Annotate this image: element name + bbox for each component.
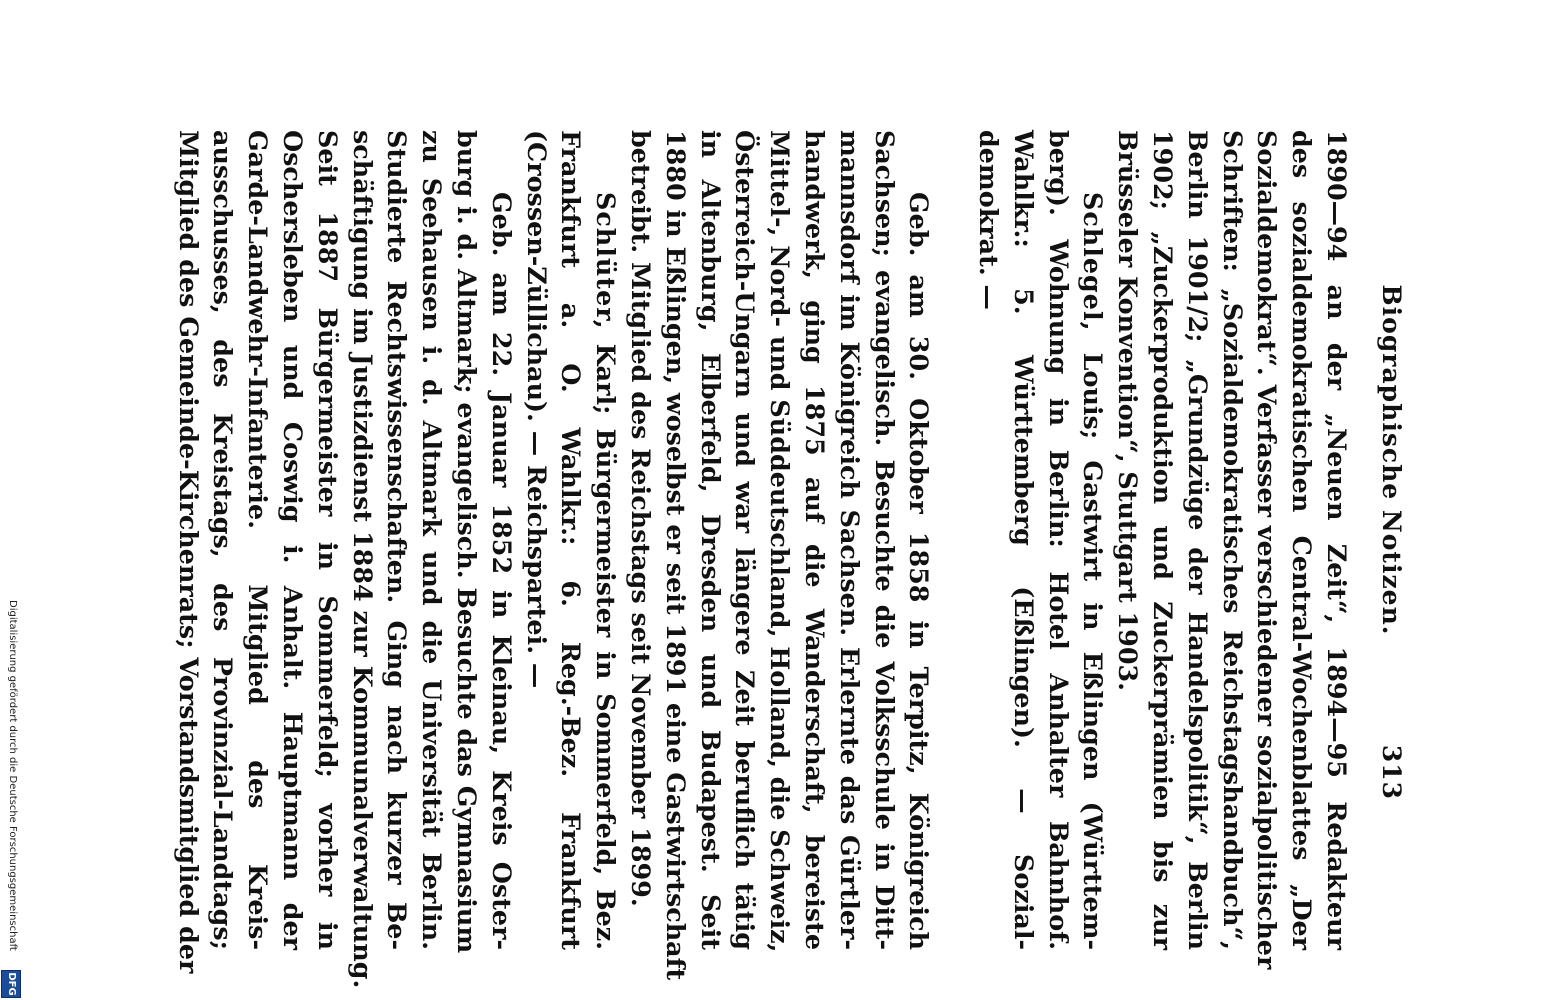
text-line: [310, 130, 345, 950]
text-line: [1110, 130, 1145, 950]
text-line: [414, 130, 449, 950]
entry-name: Schlüter,: [591, 192, 622, 330]
line-text: Sozialdemokrat“. Verfasser verschiedener sozialpolitischer: [1252, 130, 1283, 970]
line-text: burg i. d. Altmark; evangelisch. Besuchte das Gymnasium: [452, 130, 483, 954]
line-text: Louis; Gastwirt in Eßlingen (Württem-: [1078, 331, 1109, 950]
line-text: Berlin 1901/2; „Grundzüge der Handelspolitik“, Berlin: [1182, 130, 1213, 950]
page-footer: [0, 0, 22, 1000]
line-text: mannsdorf im Königreich Sachsen. Erlernte das Gürtler-: [834, 130, 865, 950]
line-text: Oschersleben und Coswig i. Anhalt. Hauptmann der: [278, 130, 309, 950]
page-number: 313: [1377, 744, 1406, 800]
line-text: Garde-Landwehr-Infanterie. Mitglied des Kreis-: [243, 130, 274, 950]
line-text: Sachsen; evangelisch. Besuchte die Volksschule in Ditt-: [869, 130, 900, 950]
line-text: Österreich-Ungarn und war längere Zeit beruflich tätig: [730, 130, 761, 950]
line-text: Karl; Bürgermeister in Sommerfeld, Bez.: [591, 329, 622, 950]
line-text: Wahlkr.: 5. Württemberg (Eßlingen). — Sozial-: [1008, 130, 1039, 950]
entry-name: Schlegel,: [1078, 192, 1109, 332]
line-text: Brüsseler Konvention“, Stuttgart 1903.: [1113, 130, 1144, 692]
dfg-logo: DFG: [1, 970, 21, 998]
text-line: [345, 130, 380, 989]
text-line: [241, 130, 276, 950]
text-line: [484, 130, 519, 950]
text-line: [275, 130, 310, 950]
line-text: betreibt. Mitglied des Reichstags seit November 1899.: [626, 130, 657, 907]
line-text: demokrat. —: [974, 130, 1005, 310]
line-text: 1890—94 an der „Neuen Zeit“, 1894—95 Redakteur: [1322, 130, 1352, 950]
text-line: [936, 130, 971, 950]
text-line: [762, 130, 797, 953]
page-header: [1366, 130, 1406, 800]
text-line: [1215, 130, 1250, 950]
text-line: [832, 130, 867, 950]
text-line: [519, 130, 554, 950]
line-text: Frankfurt a. O. Wahlkr.: 6. Reg.-Bez. Frankfurt: [556, 130, 587, 950]
text-line: [971, 130, 1006, 950]
text-line: [1284, 130, 1319, 950]
text-line: [867, 130, 902, 950]
text-line: [797, 130, 832, 950]
text-line: [1006, 130, 1041, 950]
line-text: Geb. am 22. Januar 1852 in Kleinau, Kreis Oster-: [486, 192, 517, 950]
text-line: [728, 130, 763, 950]
text-line: [588, 130, 623, 950]
running-title: Biographische Notizen.: [1377, 284, 1406, 636]
line-text: zu Seehausen i. d. Altmark und die Universität Berlin.: [417, 130, 448, 950]
line-text: Seit 1887 Bürgermeister in Sommerfeld; vorher in: [312, 130, 343, 950]
line-text: Studierte Rechtswissenschaften. Ging nach kurzer Be-: [382, 130, 413, 950]
line-text: Mitglied des Gemeinde-Kirchenrats; Vorstandsmitglied der: [173, 130, 204, 974]
text-line: [206, 130, 241, 950]
text-line: [171, 130, 206, 974]
line-text: des sozialdemokratischen Central-Wochenblattes „Der: [1287, 130, 1318, 950]
line-text: ausschusses, des Kreistags, des Provinzial-Landtags;: [208, 130, 239, 950]
line-text: 1880 in Eßlingen, woselbst er seit 1891 eine Gastwirtschaft: [660, 130, 691, 981]
text-line: [902, 130, 937, 950]
text-line: [1319, 130, 1354, 950]
line-text: Schriften: „Sozialdemokratisches Reichstagshandbuch“,: [1217, 130, 1248, 950]
line-text: in Altenburg, Elberfeld, Dresden und Budapest. Seit: [695, 130, 726, 950]
line-text: (Crossen-Züllichau). — Reichspartei. —: [521, 130, 552, 689]
text-line: [1250, 130, 1285, 970]
text-line: [380, 130, 415, 950]
funding-credit: Digitalisierung gefördert durch die Deutsche Forschungsgemeinschaft: [7, 600, 18, 951]
line-text: Mittel-, Nord- und Süddeutschland, Holland, die Schweiz,: [765, 130, 796, 953]
body-text: [171, 130, 1354, 989]
text-line: [1076, 130, 1111, 950]
text-line: [693, 130, 728, 950]
line-text: handwerk, ging 1875 auf die Wanderschaft, bereiste: [800, 130, 831, 950]
line-text: schäftigung im Justizdienst 1884 zur Kommunalverwaltung.: [347, 130, 378, 989]
text-line: [1041, 130, 1076, 950]
text-line: [1180, 130, 1215, 950]
text-line: [1145, 130, 1180, 950]
line-text: 1902; „Zuckerproduktion und Zuckerprämien bis zur: [1148, 130, 1179, 950]
text-line: [554, 130, 589, 950]
text-line: [449, 130, 484, 954]
text-line: [623, 130, 658, 950]
line-text: Geb. am 30. Oktober 1858 in Terpitz, Königreich: [904, 192, 935, 950]
text-line: [658, 130, 693, 981]
line-text: berg). Wohnung in Berlin: Hotel Anhalter Bahnhof.: [1043, 130, 1074, 950]
